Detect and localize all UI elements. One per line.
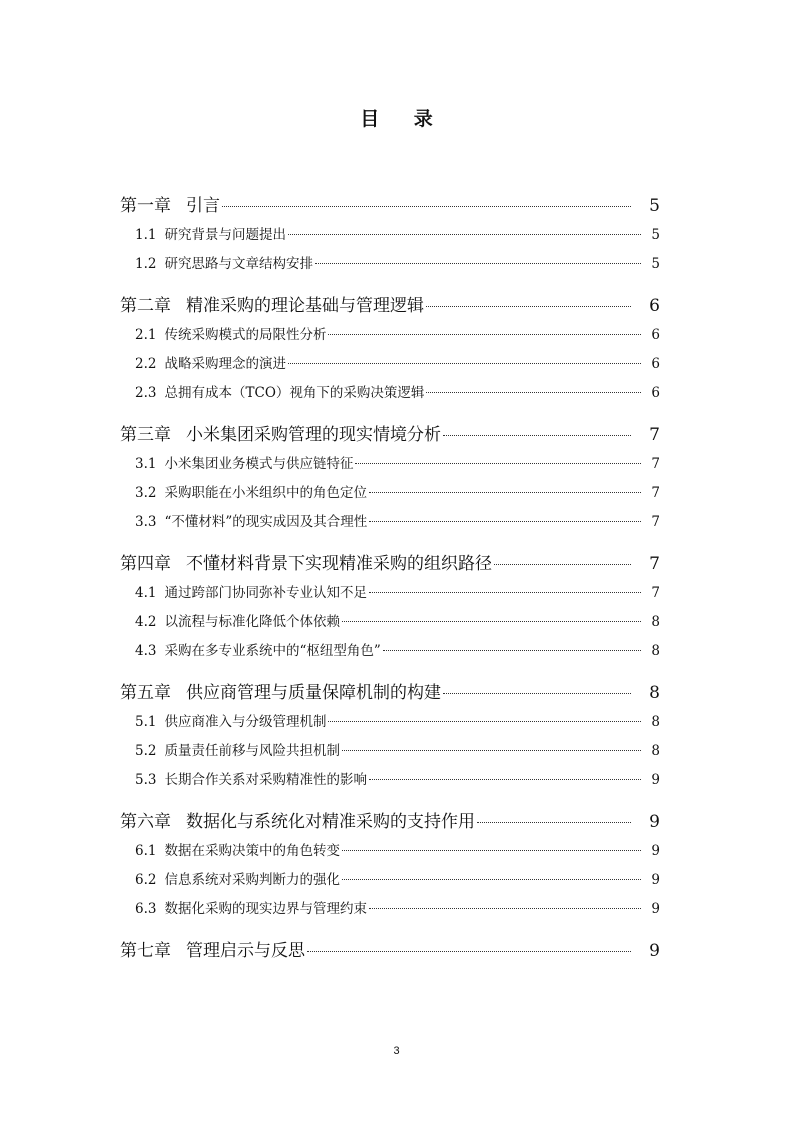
dot-leader [369,779,641,780]
toc-section-entry[interactable] [135,321,660,350]
dot-leader [443,435,631,436]
section-page-number: 6 [651,327,660,343]
section-title: 研究思路与文章结构安排 [164,256,313,272]
toc-section-entry[interactable] [135,866,660,895]
section-title: 传统采购模式的局限性分析 [164,327,327,343]
page-number: 3 [393,1045,400,1057]
chapter-title: 供应商管理与质量保障机制的构建 [186,683,441,703]
chapter-number: 第七章 [120,941,171,961]
section-page-number: 9 [651,872,660,888]
dot-leader [222,206,631,207]
section-page-number: 8 [651,743,660,759]
toc-chapter-block [0,291,793,408]
section-number: 5.2 [135,743,157,759]
section-page-number: 6 [651,356,660,372]
dot-leader [288,234,641,235]
section-title: 采购职能在小米组织中的角色定位 [164,485,367,501]
toc-chapter-entry[interactable] [120,936,660,966]
section-title: 信息系统对采购判断力的强化 [164,872,340,888]
section-page-number: 9 [651,843,660,859]
section-title: 质量责任前移与风险共担机制 [164,743,340,759]
section-title: 战略采购理念的演进 [164,356,286,372]
section-number: 6.2 [135,872,157,888]
toc-chapter-block [0,420,793,537]
toc-section-entry[interactable] [135,637,660,666]
chapter-page-number: 7 [649,554,660,574]
dot-leader [443,693,631,694]
section-title: 数据化采购的现实边界与管理约束 [164,901,367,917]
toc-chapter-block [0,678,793,795]
section-page-number: 5 [651,256,660,272]
chapter-page-number: 8 [649,683,660,703]
section-number: 1.1 [135,227,157,243]
toc-chapter-block [0,191,793,279]
dot-leader [342,750,641,751]
dot-leader [307,951,631,952]
toc-section-entry[interactable] [135,579,660,608]
section-title: 采购在多专业系统中的“枢纽型角色” [164,643,381,659]
toc-section-entry[interactable] [135,737,660,766]
dot-leader [477,822,631,823]
dot-leader [342,850,641,851]
section-page-number: 8 [651,643,660,659]
toc-section-entry[interactable] [135,608,660,637]
section-number: 4.3 [135,643,157,659]
chapter-number: 第六章 [120,812,171,832]
section-number: 4.1 [135,585,157,601]
toc-section-entry[interactable] [135,350,660,379]
toc-chapter-entry[interactable] [120,678,660,708]
chapter-page-number: 7 [649,425,660,445]
toc-chapter-entry[interactable] [120,807,660,837]
toc-section-entry[interactable] [135,450,660,479]
section-title: “不懂材料”的现实成因及其合理性 [164,514,368,530]
toc-chapter-entry[interactable] [120,291,660,321]
dot-leader [369,908,641,909]
section-title: 数据在采购决策中的角色转变 [164,843,340,859]
section-title: 通过跨部门协同弥补专业认知不足 [164,585,367,601]
section-page-number: 9 [651,901,660,917]
toc-chapter-entry[interactable] [120,420,660,450]
section-page-number: 9 [651,772,660,788]
section-number: 3.3 [135,514,157,530]
toc-section-entry[interactable] [135,250,660,279]
dot-leader [369,521,641,522]
section-number: 1.2 [135,256,157,272]
section-number: 4.2 [135,614,157,630]
toc-section-entry[interactable] [135,837,660,866]
toc-section-entry[interactable] [135,708,660,737]
dot-leader [355,463,641,464]
dot-leader [342,879,641,880]
chapter-number: 第二章 [120,296,171,316]
section-number: 3.1 [135,456,157,472]
chapter-title: 小米集团采购管理的现实情境分析 [186,425,441,445]
section-title: 小米集团业务模式与供应链特征 [164,456,354,472]
toc-section-entry[interactable] [135,766,660,795]
dot-leader [369,592,641,593]
chapter-title: 引言 [186,196,220,216]
chapter-page-number: 5 [649,196,660,216]
section-page-number: 7 [651,514,660,530]
section-title: 总拥有成本（TCO）视角下的采购决策逻辑 [164,385,425,401]
section-page-number: 6 [651,385,660,401]
dot-leader [383,650,642,651]
toc-title: 目 录 [360,108,447,130]
dot-leader [426,306,631,307]
dot-leader [328,721,641,722]
section-title: 研究背景与问题提出 [164,227,286,243]
section-number: 2.2 [135,356,157,372]
toc-section-entry[interactable] [135,895,660,924]
dot-leader [288,363,641,364]
section-number: 2.3 [135,385,157,401]
chapter-title: 管理启示与反思 [186,941,305,961]
chapter-page-number: 6 [649,296,660,316]
section-page-number: 7 [651,485,660,501]
dot-leader [369,492,641,493]
chapter-title: 精准采购的理论基础与管理逻辑 [186,296,424,316]
section-page-number: 5 [651,227,660,243]
table-of-contents [0,191,793,966]
section-number: 6.3 [135,901,157,917]
chapter-page-number: 9 [649,941,660,961]
toc-section-entry[interactable] [135,221,660,250]
section-page-number: 8 [651,714,660,730]
dot-leader [342,621,641,622]
chapter-number: 第四章 [120,554,171,574]
dot-leader [494,564,631,565]
chapter-page-number: 9 [649,812,660,832]
section-number: 6.1 [135,843,157,859]
dot-leader [328,334,641,335]
section-page-number: 7 [651,585,660,601]
toc-chapter-block [0,549,793,666]
chapter-title: 不懂材料背景下实现精准采购的组织路径 [186,554,492,574]
dot-leader [315,263,641,264]
toc-section-entry[interactable] [135,508,660,537]
section-page-number: 7 [651,456,660,472]
section-title: 以流程与标准化降低个体依赖 [164,614,340,630]
toc-chapter-entry[interactable] [120,191,660,221]
toc-section-entry[interactable] [135,379,660,408]
chapter-number: 第五章 [120,683,171,703]
section-page-number: 8 [651,614,660,630]
section-title: 供应商准入与分级管理机制 [164,714,327,730]
toc-chapter-entry[interactable] [120,549,660,579]
section-number: 5.1 [135,714,157,730]
chapter-number: 第三章 [120,425,171,445]
toc-section-entry[interactable] [135,479,660,508]
section-number: 2.1 [135,327,157,343]
toc-chapter-block [0,807,793,924]
section-number: 3.2 [135,485,157,501]
chapter-number: 第一章 [120,196,171,216]
section-number: 5.3 [135,772,157,788]
chapter-title: 数据化与系统化对精准采购的支持作用 [186,812,475,832]
section-title: 长期合作关系对采购精准性的影响 [164,772,367,788]
toc-chapter-block [0,936,793,966]
dot-leader [426,392,641,393]
